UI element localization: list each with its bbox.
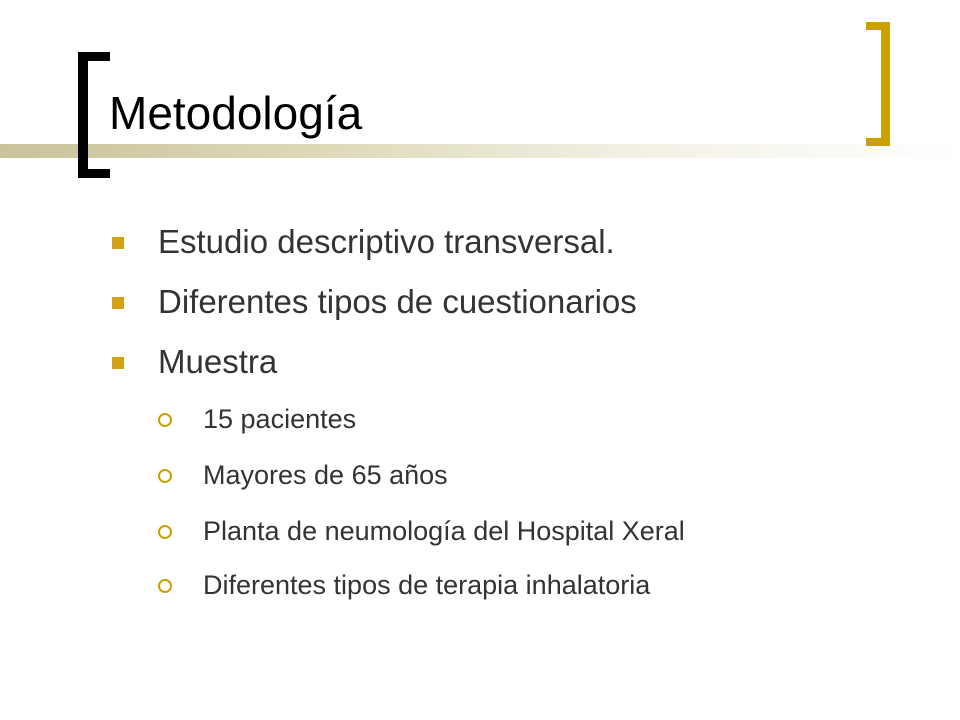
- right-bracket-decoration: [866, 22, 890, 146]
- ring-bullet-icon: [158, 525, 172, 539]
- ring-bullet-icon: [158, 579, 172, 593]
- sub-bullet-text: Mayores de 65 años: [203, 460, 448, 490]
- title-rule: [0, 144, 960, 158]
- bullet-text: Estudio descriptivo transversal.: [158, 223, 615, 260]
- sub-bullet-text: Diferentes tipos de terapia inhalatoria: [203, 570, 651, 600]
- bullet-text: Diferentes tipos de cuestionarios: [158, 283, 637, 320]
- bullet-text: Muestra: [158, 343, 278, 380]
- sub-bullet-text: 15 pacientes: [203, 404, 357, 434]
- sub-bullet-text: Planta de neumología del Hospital Xeral: [203, 516, 685, 546]
- square-bullet-icon: [112, 357, 124, 369]
- ring-bullet-icon: [158, 413, 172, 427]
- slide-title: Metodología: [109, 87, 363, 139]
- left-bracket-decoration: [78, 52, 110, 178]
- square-bullet-icon: [112, 237, 124, 249]
- square-bullet-icon: [112, 297, 124, 309]
- ring-bullet-icon: [158, 469, 172, 483]
